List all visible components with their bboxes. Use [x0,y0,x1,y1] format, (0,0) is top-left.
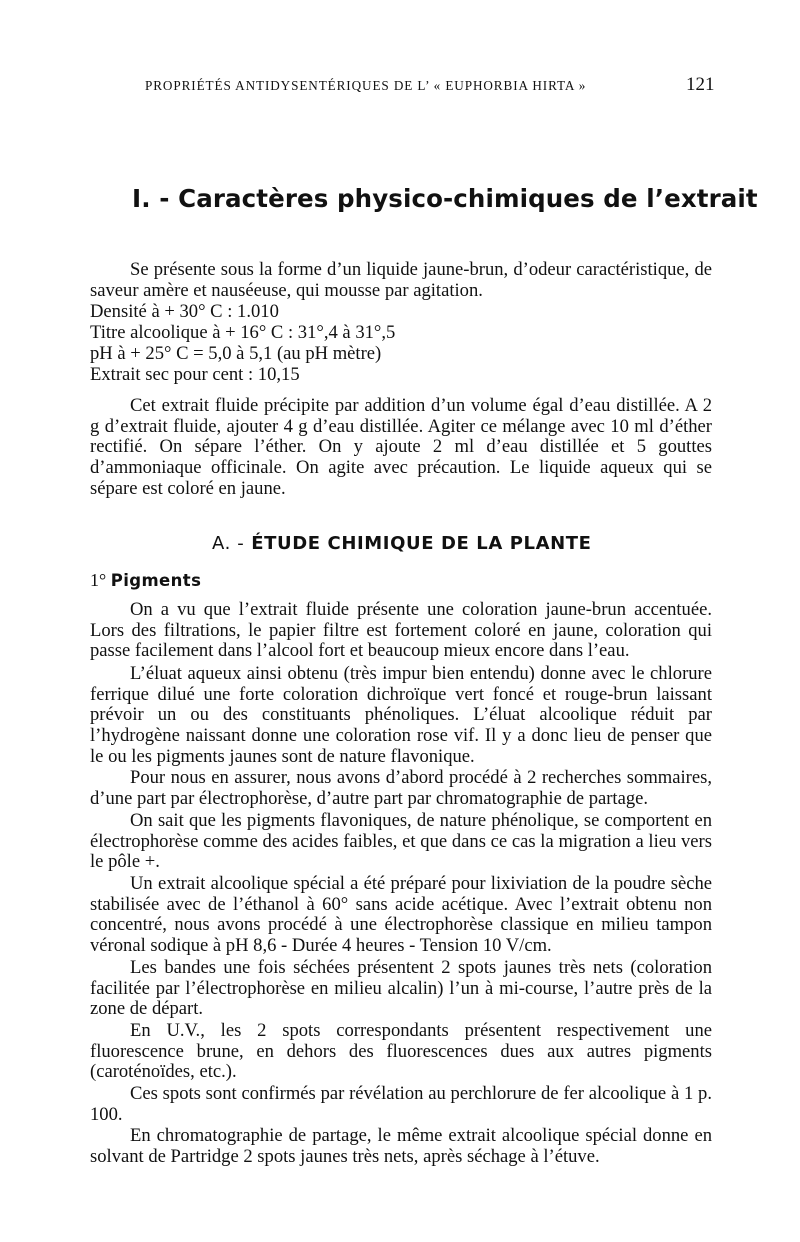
intro-description: Se présente sous la forme d’un liquide jaune-brun, d’odeur caractéristique, de saveur amère et nauséeuse, qui mousse par agitation. [90,259,712,301]
section-title: I. - Caractères physico-chimiques de l’extrait [132,184,758,213]
pigments-paragraph-1: On a vu que l’extrait fluide présente une coloration jaune-brun accentuée. Lors des filtrations, le papier filtre est fortement coloré en jaune, coloration qui passe facilement dans l’alcool fort et beaucoup mieux encore dans l’eau. [90,599,712,662]
property-dry-extract: Extrait sec pour cent : 10,15 [90,364,300,385]
pigments-paragraph-5: Un extrait alcoolique spécial a été préparé pour lixiviation de la poudre sèche stabilisée avec de l’éthanol à 60° sans acide acétique. Avec l’extrait obtenu non concentré, nous avons procédé à une électrophorèse classique en milieu tampon véronal sodique à pH 8,6 - Durée 4 heures - Tension 10 V/cm. [90,873,712,957]
property-ph: pH à + 25° C = 5,0 à 5,1 (au pH mètre) [90,343,382,364]
subsection-heading [212,533,592,554]
pigments-paragraph-6: Les bandes une fois séchées présentent 2 spots jaunes très nets (coloration facilitée par l’électrophorèse en milieu alcalin) l’un à mi-course, l’autre près de la zone de départ. [90,957,712,1020]
page-number: 121 [686,74,715,95]
precipitation-paragraph: Cet extrait fluide précipite par addition d’un volume égal d’eau distillée. A 2 g d’extrait fluide, ajouter 4 g d’eau distillée. Agiter ce mélange avec 10 ml d’éther rectifié. On sépare l’éther. On y ajoute 2 ml d’eau distillée et 5 gouttes d’ammoniaque officinale. On agite avec précaution. Le liquide aqueux qui se sépare est coloré en jaune. [90,395,712,499]
pigments-paragraph-3: Pour nous en assurer, nous avons d’abord procédé à 2 recherches sommaires, d’une part par électrophorèse, d’autre part par chromatographie de partage. [90,767,712,809]
pigments-paragraph-4: On sait que les pigments flavoniques, de nature phénolique, se comportent en électrophorèse comme des acides faibles, et que dans ce cas la migration a lieu vers le pôle +. [90,810,712,873]
pigments-number: 1° [90,570,107,590]
property-density: Densité à + 30° C : 1.010 [90,301,279,322]
pigments-paragraph-8: Ces spots sont confirmés par révélation au perchlorure de fer alcoolique à 1 p. 100. [90,1083,712,1125]
subsection-title: ÉTUDE CHIMIQUE DE LA PLANTE [251,533,592,554]
pigments-heading [90,570,201,591]
subsection-letter: A. - [212,533,245,554]
pigments-paragraph-7: En U.V., les 2 spots correspondants présentent respectivement une fluorescence brune, en dehors des fluorescences dues aux autres pigments (caroténoïdes, etc.). [90,1020,712,1083]
pigments-paragraph-2: L’éluat aqueux ainsi obtenu (très impur bien entendu) donne avec le chlorure ferrique dilué une forte coloration dichroïque vert foncé et rouge-brun laissant prévoir un ou des constituants phénoliques. L’éluat alcoolique réduit par l’hydrogène naissant donne une coloration rose vif. Il y a donc lieu de penser que le ou les pigments jaunes sont de nature flavonique. [90,663,712,767]
pigments-paragraph-9: En chromatographie de partage, le même extrait alcoolique spécial donne en solvant de Partridge 2 spots jaunes très nets, après séchage à l’étuve. [90,1125,712,1167]
property-alcohol-titre: Titre alcoolique à + 16° C : 31°,4 à 31°,5 [90,322,396,343]
pigments-label: Pigments [110,571,202,590]
running-head-title: PROPRIÉTÉS ANTIDYSENTÉRIQUES DE L’ « EUPHORBIA HIRTA » [145,78,587,93]
